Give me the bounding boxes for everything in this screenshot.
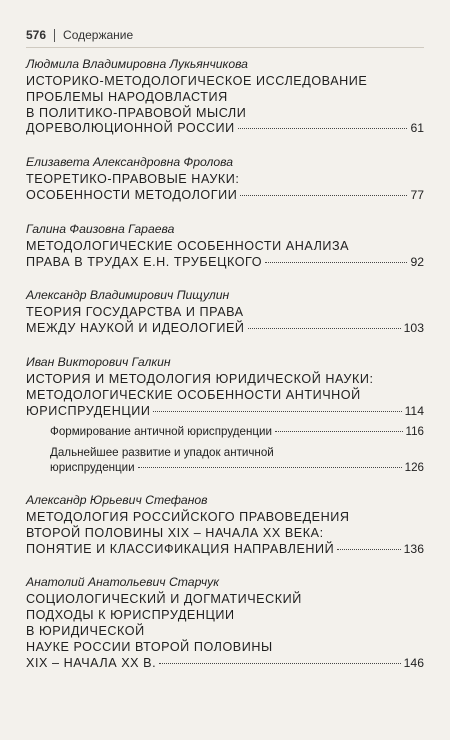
subentry-page-number: 126 [404,460,424,474]
toc-subentry[interactable] [50,445,424,475]
dot-leader [275,431,403,432]
subentry-line: Дальнейшее развитие и упадок античной [50,445,274,459]
toc-entry[interactable] [26,575,424,671]
entry-title-text: МЕЖДУ НАУКОЙ И ИДЕОЛОГИЕЙ [26,321,245,336]
entry-title-last-line [26,542,424,558]
section-title: Содержание [63,28,134,42]
entry-author: Анатолий Анатольевич Старчук [26,575,219,590]
dot-leader [159,663,401,664]
entry-title-line: ВТОРОЙ ПОЛОВИНЫ XIX – НАЧАЛА XX ВЕКА: [26,525,324,540]
entry-title-line: ПОДХОДЫ К ЮРИСПРУДЕНЦИИ [26,608,235,623]
page-number: 576 [26,28,47,42]
entry-title-line: ИСТОРИЯ И МЕТОДОЛОГИЯ ЮРИДИЧЕСКОЙ НАУКИ: [26,371,374,386]
entry-author: Галина Фаизовна Гараева [26,221,175,236]
entry-title-text: ДОРЕВОЛЮЦИОННОЙ РОССИИ [26,121,235,136]
entry-author: Александр Юрьевич Стефанов [26,492,208,507]
subentry-page-number: 116 [405,425,424,439]
toc-entry[interactable] [26,355,424,475]
entry-title-text: ПОНЯТИЕ И КЛАССИФИКАЦИЯ НАПРАВЛЕНИЙ [26,541,335,556]
entry-title-last-line [26,321,424,337]
entry-page-number: 146 [403,655,424,670]
entry-title-line: ТЕОРИЯ ГОСУДАРСТВА И ПРАВА [26,305,244,320]
subentry-text: Формирование античной юриспруденции [50,425,272,439]
dot-leader [238,128,408,129]
entry-title-line: МЕТОДОЛОГИЧЕСКИЕ ОСОБЕННОСТИ АНТИЧНОЙ [26,387,361,402]
dot-leader [248,328,401,329]
entry-title-line: В ПОЛИТИКО-ПРАВОВОЙ МЫСЛИ [26,105,247,120]
running-header [26,28,424,48]
toc-entry[interactable] [26,57,424,137]
entry-author: Иван Викторович Галкин [26,354,171,369]
entry-page-number: 77 [410,187,424,202]
toc-subentry[interactable] [50,424,424,439]
subentry-last-line [50,424,424,439]
toc-entry[interactable] [26,155,424,204]
entry-title-line: НАУКЕ РОССИИ ВТОРОЙ ПОЛОВИНЫ [26,639,273,654]
entry-title-text: ЮРИСПРУДЕНЦИИ [26,403,151,418]
entry-page-number: 136 [403,541,424,556]
toc-entry[interactable] [26,222,424,271]
entry-title-last-line [26,404,424,420]
entry-page-number: 114 [404,403,424,418]
entry-author: Людмила Владимировна Лукьянчикова [26,57,248,71]
subentry-text: юриспруденции [50,460,135,474]
toc-entries [26,57,424,689]
entry-title-last-line [26,188,424,204]
entry-title-last-line [26,121,424,137]
entry-title-text: ПРАВА В ТРУДАХ Е.Н. ТРУБЕЦКОГО [26,254,263,269]
entry-title-line: МЕТОДОЛОГИЯ РОССИЙСКОГО ПРАВОВЕДЕНИЯ [26,509,350,524]
entry-title-line: СОЦИОЛОГИЧЕСКИЙ И ДОГМАТИЧЕСКИЙ [26,592,302,607]
entry-title-line: В ЮРИДИЧЕСКОЙ [26,623,145,638]
entry-page-number: 92 [410,254,424,269]
dot-leader [337,549,400,550]
dot-leader [153,411,401,412]
entry-title-line: ПРОБЛЕМЫ НАРОДОВЛАСТИЯ [26,89,228,104]
subentry-last-line [50,460,424,475]
entry-page-number: 103 [403,321,424,336]
entry-title-last-line [26,255,424,271]
entry-title-line: МЕТОДОЛОГИЧЕСКИЕ ОСОБЕННОСТИ АНАЛИЗА [26,238,350,253]
entry-author: Елизавета Александровна Фролова [26,155,234,170]
toc-entry[interactable] [26,493,424,557]
header-separator [54,29,55,42]
entry-title-line: ИСТОРИКО-МЕТОДОЛОГИЧЕСКОЕ ИССЛЕДОВАНИЕ [26,74,368,88]
entry-page-number: 61 [410,121,424,136]
toc-entry[interactable] [26,288,424,337]
entry-title-line: ТЕОРЕТИКО-ПРАВОВЫЕ НАУКИ: [26,172,240,187]
dot-leader [240,195,407,196]
entry-title-last-line [26,656,424,672]
entry-title-text: XIX – НАЧАЛА XX В. [26,655,157,670]
entry-author: Александр Владимирович Пищулин [26,288,230,303]
dot-leader [138,467,402,468]
entry-title-text: ОСОБЕННОСТИ МЕТОДОЛОГИИ [26,187,238,202]
dot-leader [265,262,407,263]
